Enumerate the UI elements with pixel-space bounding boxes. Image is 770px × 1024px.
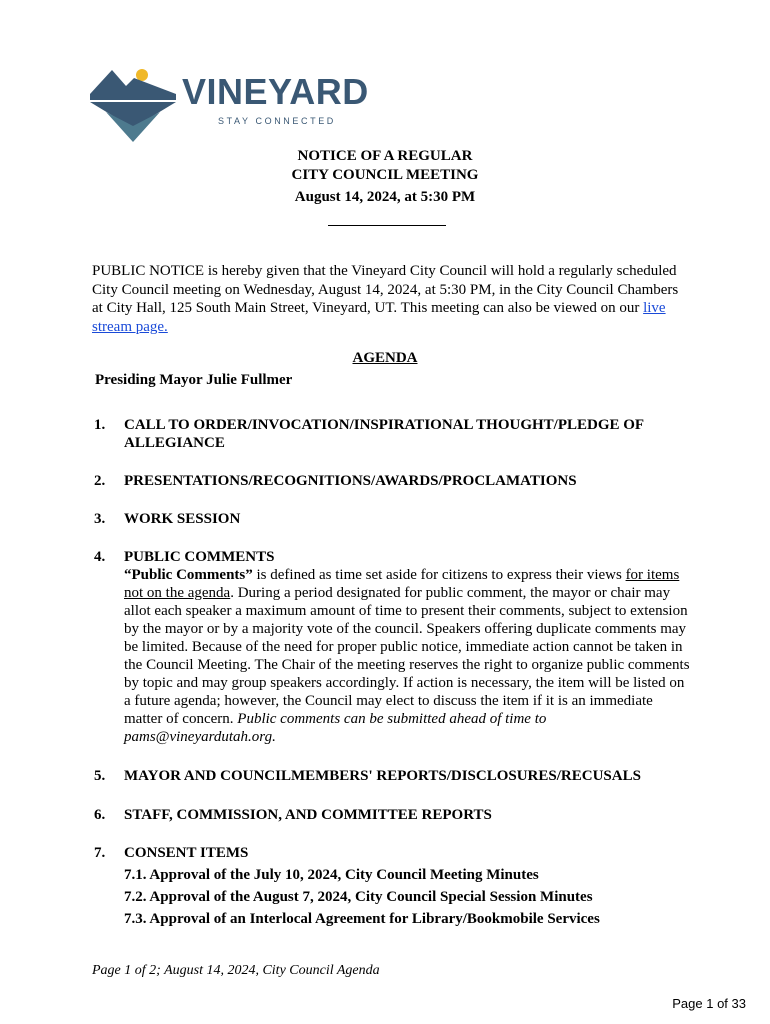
item-number: 1. [94, 417, 106, 433]
desc-underlined: for items not on the agenda [124, 567, 680, 601]
item-title: STAFF, COMMISSION, AND COMMITTEE REPORTS [124, 807, 492, 823]
header-line-2: CITY COUNCIL MEETING [291, 167, 479, 183]
item-number: 6. [94, 807, 106, 823]
header-line-3: August 14, 2024, at 5:30 PM [294, 189, 476, 205]
desc-italic: Public comments can be submitted ahead of time to pams@vineyardutah.org. [124, 711, 547, 745]
item-number: 2. [94, 473, 106, 489]
logo-tagline: STAY CONNECTED [218, 116, 336, 126]
agenda-item-1 [94, 416, 694, 452]
item-number: 7. [94, 845, 106, 861]
public-notice [92, 262, 682, 336]
item-title: CALL TO ORDER/INVOCATION/INSPIRATIONAL THOUGHT/PLEDGE OF ALLEGIANCE [124, 417, 644, 451]
item-number: 3. [94, 511, 106, 527]
agenda-item-2 [94, 472, 694, 490]
meeting-header [0, 147, 770, 207]
header-divider [328, 225, 446, 226]
logo-wordmark: VINEYARD [182, 71, 369, 112]
consent-subitem-7-2: 7.2. Approval of the August 7, 2024, City Council Special Session Minutes [124, 889, 593, 905]
page-footer: Page 1 of 2; August 14, 2024, City Council Agenda [92, 963, 380, 978]
presiding-officer: Presiding Mayor Julie Fullmer [95, 372, 293, 388]
item-title: MAYOR AND COUNCILMEMBERS' REPORTS/DISCLOSURES/RECUSALS [124, 768, 641, 784]
public-comments-description [124, 566, 694, 746]
item-title: WORK SESSION [124, 511, 241, 527]
agenda-item-7 [94, 844, 694, 928]
desc-term: “Public Comments” [124, 567, 253, 583]
consent-subitem-7-1: 7.1. Approval of the July 10, 2024, City Council Meeting Minutes [124, 867, 539, 883]
agenda-item-3 [94, 510, 694, 528]
header-line-1: NOTICE OF A REGULAR [297, 148, 473, 164]
item-number: 5. [94, 768, 106, 784]
vineyard-mountain-icon [90, 66, 176, 142]
item-title: CONSENT ITEMS [124, 845, 249, 861]
page-number: Page 1 of 33 [672, 996, 746, 1011]
live-stream-link[interactable]: live stream page. [92, 300, 666, 335]
agenda-item-5 [94, 767, 694, 785]
consent-subitem-7-3: 7.3. Approval of an Interlocal Agreement for Library/Bookmobile Services [124, 911, 600, 927]
desc-part-b: . During a period designated for public comment, the mayor or chair may allot each speaker a maximum amount of time to present their comments, subject to extension by the mayor or by a majority vote of the council. Speakers offering duplicate comments may be limited. Because of the need for proper public notice, immediate action cannot be taken in the Council Meeting. The Chair of the meeting reserves the right to organize public comments by topic and may group speakers accordingly. If action is necessary, the item will be listed on a future agenda; however, the Council may elect to discuss the item if it is an immediate matter of concern. [124, 585, 690, 727]
agenda-heading: AGENDA [352, 350, 418, 366]
notice-text: PUBLIC NOTICE is hereby given that the Vineyard City Council will hold a regularly scheduled City Council meeting on Wednesday, August 14, 2024, at 5:30 PM, in the City Council Chambers at City Hall, 125 South Main Street, Vineyard, UT. This meeting can also be viewed on our [92, 263, 679, 317]
item-title: PRESENTATIONS/RECOGNITIONS/AWARDS/PROCLAMATIONS [124, 473, 577, 489]
agenda-item-6 [94, 806, 694, 824]
item-number: 4. [94, 549, 106, 565]
item-title: PUBLIC COMMENTS [124, 549, 275, 565]
desc-part-a: is defined as time set aside for citizens to express their views [252, 567, 626, 583]
vineyard-logo [90, 66, 380, 130]
agenda-item-4 [94, 548, 694, 746]
